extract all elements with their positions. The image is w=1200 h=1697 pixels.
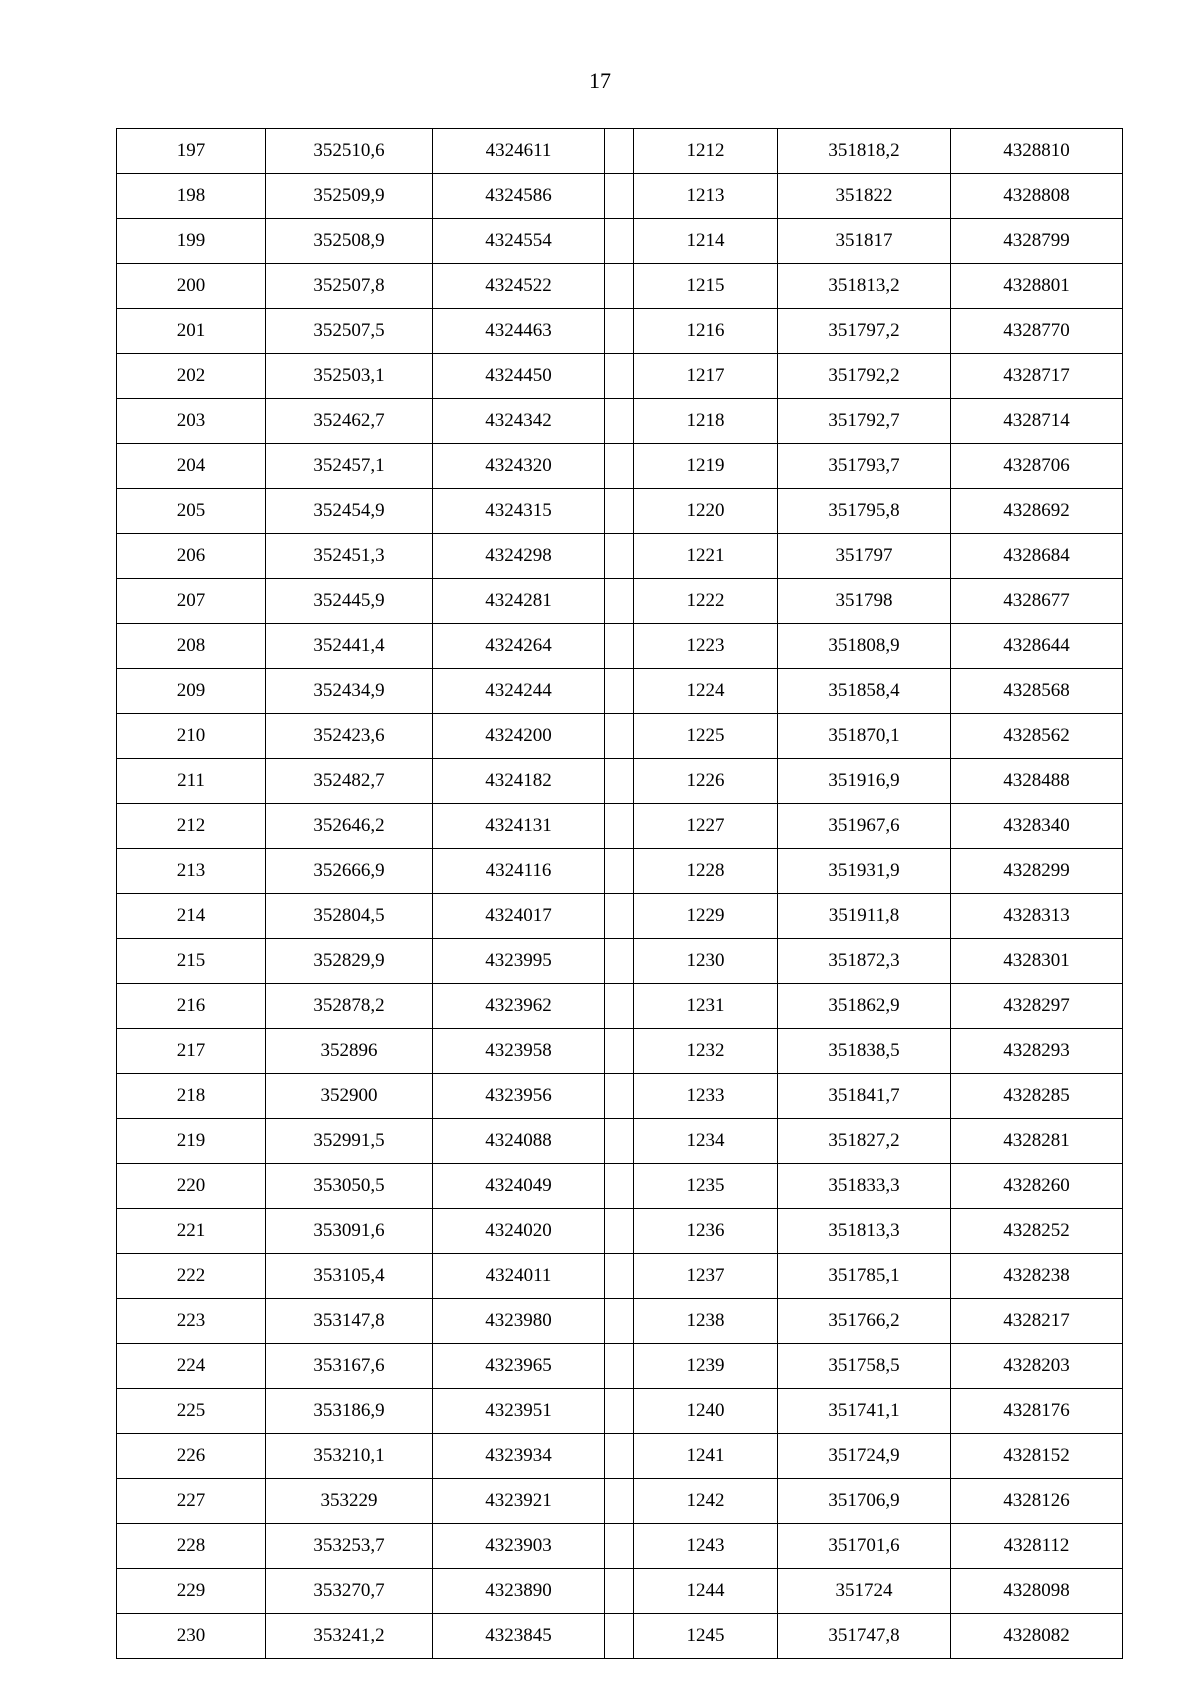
table-row xyxy=(117,219,1123,264)
right-y-coordinate-cell: 4328706 xyxy=(951,444,1123,489)
table-row xyxy=(117,984,1123,1029)
left-y-coordinate-cell: 4323934 xyxy=(433,1434,605,1479)
table-row xyxy=(117,849,1123,894)
right-y-coordinate-cell: 4328082 xyxy=(951,1614,1123,1659)
right-y-coordinate-cell: 4328340 xyxy=(951,804,1123,849)
left-y-coordinate-cell: 4324450 xyxy=(433,354,605,399)
left-y-coordinate-cell: 4324182 xyxy=(433,759,605,804)
right-y-coordinate-cell: 4328562 xyxy=(951,714,1123,759)
left-y-coordinate-cell: 4323845 xyxy=(433,1614,605,1659)
left-x-coordinate-cell: 353050,5 xyxy=(266,1164,433,1209)
column-gap-cell xyxy=(605,1614,634,1659)
column-gap-cell xyxy=(605,984,634,1029)
left-point-number-cell: 203 xyxy=(117,399,266,444)
right-point-number-cell: 1232 xyxy=(634,1029,778,1074)
left-x-coordinate-cell: 353241,2 xyxy=(266,1614,433,1659)
column-gap-cell xyxy=(605,309,634,354)
right-point-number-cell: 1245 xyxy=(634,1614,778,1659)
left-point-number-cell: 225 xyxy=(117,1389,266,1434)
left-point-number-cell: 224 xyxy=(117,1344,266,1389)
right-y-coordinate-cell: 4328098 xyxy=(951,1569,1123,1614)
left-y-coordinate-cell: 4323995 xyxy=(433,939,605,984)
right-x-coordinate-cell: 351706,9 xyxy=(778,1479,951,1524)
left-x-coordinate-cell: 352896 xyxy=(266,1029,433,1074)
right-point-number-cell: 1233 xyxy=(634,1074,778,1119)
left-point-number-cell: 206 xyxy=(117,534,266,579)
right-y-coordinate-cell: 4328677 xyxy=(951,579,1123,624)
right-point-number-cell: 1217 xyxy=(634,354,778,399)
left-x-coordinate-cell: 352804,5 xyxy=(266,894,433,939)
column-gap-cell xyxy=(605,1479,634,1524)
left-x-coordinate-cell: 352423,6 xyxy=(266,714,433,759)
table-row xyxy=(117,624,1123,669)
right-y-coordinate-cell: 4328301 xyxy=(951,939,1123,984)
left-y-coordinate-cell: 4323921 xyxy=(433,1479,605,1524)
left-y-coordinate-cell: 4323890 xyxy=(433,1569,605,1614)
left-y-coordinate-cell: 4324011 xyxy=(433,1254,605,1299)
right-y-coordinate-cell: 4328714 xyxy=(951,399,1123,444)
left-point-number-cell: 213 xyxy=(117,849,266,894)
right-y-coordinate-cell: 4328293 xyxy=(951,1029,1123,1074)
table-row xyxy=(117,1299,1123,1344)
right-x-coordinate-cell: 351827,2 xyxy=(778,1119,951,1164)
right-y-coordinate-cell: 4328112 xyxy=(951,1524,1123,1569)
left-x-coordinate-cell: 352507,8 xyxy=(266,264,433,309)
right-x-coordinate-cell: 351833,3 xyxy=(778,1164,951,1209)
right-x-coordinate-cell: 351813,2 xyxy=(778,264,951,309)
left-point-number-cell: 219 xyxy=(117,1119,266,1164)
left-x-coordinate-cell: 352507,5 xyxy=(266,309,433,354)
left-x-coordinate-cell: 352666,9 xyxy=(266,849,433,894)
left-point-number-cell: 229 xyxy=(117,1569,266,1614)
left-point-number-cell: 218 xyxy=(117,1074,266,1119)
right-x-coordinate-cell: 351862,9 xyxy=(778,984,951,1029)
right-point-number-cell: 1226 xyxy=(634,759,778,804)
table-row xyxy=(117,1344,1123,1389)
right-x-coordinate-cell: 351724,9 xyxy=(778,1434,951,1479)
left-y-coordinate-cell: 4323903 xyxy=(433,1524,605,1569)
left-point-number-cell: 202 xyxy=(117,354,266,399)
right-x-coordinate-cell: 351870,1 xyxy=(778,714,951,759)
right-x-coordinate-cell: 351817 xyxy=(778,219,951,264)
left-y-coordinate-cell: 4324200 xyxy=(433,714,605,759)
right-y-coordinate-cell: 4328799 xyxy=(951,219,1123,264)
left-y-coordinate-cell: 4323956 xyxy=(433,1074,605,1119)
table-row xyxy=(117,309,1123,354)
right-y-coordinate-cell: 4328488 xyxy=(951,759,1123,804)
right-point-number-cell: 1238 xyxy=(634,1299,778,1344)
right-y-coordinate-cell: 4328299 xyxy=(951,849,1123,894)
column-gap-cell xyxy=(605,1029,634,1074)
left-point-number-cell: 226 xyxy=(117,1434,266,1479)
table-row xyxy=(117,759,1123,804)
right-y-coordinate-cell: 4328568 xyxy=(951,669,1123,714)
right-y-coordinate-cell: 4328717 xyxy=(951,354,1123,399)
column-gap-cell xyxy=(605,129,634,174)
right-x-coordinate-cell: 351797,2 xyxy=(778,309,951,354)
left-y-coordinate-cell: 4323962 xyxy=(433,984,605,1029)
left-y-coordinate-cell: 4324264 xyxy=(433,624,605,669)
left-point-number-cell: 197 xyxy=(117,129,266,174)
right-y-coordinate-cell: 4328770 xyxy=(951,309,1123,354)
column-gap-cell xyxy=(605,804,634,849)
table-row xyxy=(117,894,1123,939)
left-point-number-cell: 211 xyxy=(117,759,266,804)
right-point-number-cell: 1220 xyxy=(634,489,778,534)
left-x-coordinate-cell: 353167,6 xyxy=(266,1344,433,1389)
left-x-coordinate-cell: 352510,6 xyxy=(266,129,433,174)
column-gap-cell xyxy=(605,1434,634,1479)
table-row xyxy=(117,669,1123,714)
right-point-number-cell: 1243 xyxy=(634,1524,778,1569)
left-x-coordinate-cell: 352900 xyxy=(266,1074,433,1119)
left-x-coordinate-cell: 352445,9 xyxy=(266,579,433,624)
right-point-number-cell: 1237 xyxy=(634,1254,778,1299)
right-x-coordinate-cell: 351797 xyxy=(778,534,951,579)
right-point-number-cell: 1216 xyxy=(634,309,778,354)
right-point-number-cell: 1229 xyxy=(634,894,778,939)
left-x-coordinate-cell: 352509,9 xyxy=(266,174,433,219)
table-row xyxy=(117,444,1123,489)
left-x-coordinate-cell: 352441,4 xyxy=(266,624,433,669)
left-y-coordinate-cell: 4324320 xyxy=(433,444,605,489)
left-point-number-cell: 228 xyxy=(117,1524,266,1569)
right-y-coordinate-cell: 4328285 xyxy=(951,1074,1123,1119)
left-x-coordinate-cell: 353091,6 xyxy=(266,1209,433,1254)
right-y-coordinate-cell: 4328684 xyxy=(951,534,1123,579)
left-point-number-cell: 212 xyxy=(117,804,266,849)
table-row xyxy=(117,354,1123,399)
right-x-coordinate-cell: 351792,2 xyxy=(778,354,951,399)
right-y-coordinate-cell: 4328126 xyxy=(951,1479,1123,1524)
left-point-number-cell: 208 xyxy=(117,624,266,669)
right-x-coordinate-cell: 351841,7 xyxy=(778,1074,951,1119)
left-x-coordinate-cell: 352451,3 xyxy=(266,534,433,579)
left-y-coordinate-cell: 4324463 xyxy=(433,309,605,354)
left-point-number-cell: 205 xyxy=(117,489,266,534)
left-x-coordinate-cell: 353147,8 xyxy=(266,1299,433,1344)
coordinates-table xyxy=(116,128,1123,1659)
right-x-coordinate-cell: 351838,5 xyxy=(778,1029,951,1074)
left-y-coordinate-cell: 4324244 xyxy=(433,669,605,714)
right-point-number-cell: 1239 xyxy=(634,1344,778,1389)
column-gap-cell xyxy=(605,894,634,939)
table-row xyxy=(117,1389,1123,1434)
left-x-coordinate-cell: 352503,1 xyxy=(266,354,433,399)
right-point-number-cell: 1225 xyxy=(634,714,778,759)
left-point-number-cell: 210 xyxy=(117,714,266,759)
left-point-number-cell: 207 xyxy=(117,579,266,624)
left-point-number-cell: 209 xyxy=(117,669,266,714)
column-gap-cell xyxy=(605,579,634,624)
right-point-number-cell: 1228 xyxy=(634,849,778,894)
right-point-number-cell: 1244 xyxy=(634,1569,778,1614)
left-point-number-cell: 198 xyxy=(117,174,266,219)
left-x-coordinate-cell: 352457,1 xyxy=(266,444,433,489)
right-x-coordinate-cell: 351872,3 xyxy=(778,939,951,984)
table-row xyxy=(117,939,1123,984)
left-x-coordinate-cell: 352829,9 xyxy=(266,939,433,984)
left-y-coordinate-cell: 4323965 xyxy=(433,1344,605,1389)
left-x-coordinate-cell: 353270,7 xyxy=(266,1569,433,1614)
right-point-number-cell: 1213 xyxy=(634,174,778,219)
column-gap-cell xyxy=(605,1299,634,1344)
right-x-coordinate-cell: 351792,7 xyxy=(778,399,951,444)
left-y-coordinate-cell: 4323958 xyxy=(433,1029,605,1074)
right-y-coordinate-cell: 4328808 xyxy=(951,174,1123,219)
left-x-coordinate-cell: 352878,2 xyxy=(266,984,433,1029)
left-x-coordinate-cell: 353253,7 xyxy=(266,1524,433,1569)
left-y-coordinate-cell: 4324020 xyxy=(433,1209,605,1254)
table-row xyxy=(117,1614,1123,1659)
left-point-number-cell: 217 xyxy=(117,1029,266,1074)
left-x-coordinate-cell: 353186,9 xyxy=(266,1389,433,1434)
left-x-coordinate-cell: 353105,4 xyxy=(266,1254,433,1299)
column-gap-cell xyxy=(605,1524,634,1569)
column-gap-cell xyxy=(605,939,634,984)
right-x-coordinate-cell: 351916,9 xyxy=(778,759,951,804)
left-x-coordinate-cell: 352991,5 xyxy=(266,1119,433,1164)
left-x-coordinate-cell: 352434,9 xyxy=(266,669,433,714)
right-point-number-cell: 1223 xyxy=(634,624,778,669)
column-gap-cell xyxy=(605,1119,634,1164)
right-y-coordinate-cell: 4328238 xyxy=(951,1254,1123,1299)
right-point-number-cell: 1222 xyxy=(634,579,778,624)
left-y-coordinate-cell: 4324522 xyxy=(433,264,605,309)
table-row xyxy=(117,804,1123,849)
right-y-coordinate-cell: 4328260 xyxy=(951,1164,1123,1209)
right-y-coordinate-cell: 4328217 xyxy=(951,1299,1123,1344)
table-row xyxy=(117,1434,1123,1479)
right-x-coordinate-cell: 351724 xyxy=(778,1569,951,1614)
left-point-number-cell: 221 xyxy=(117,1209,266,1254)
right-point-number-cell: 1235 xyxy=(634,1164,778,1209)
left-y-coordinate-cell: 4324315 xyxy=(433,489,605,534)
column-gap-cell xyxy=(605,1254,634,1299)
column-gap-cell xyxy=(605,174,634,219)
right-y-coordinate-cell: 4328801 xyxy=(951,264,1123,309)
left-point-number-cell: 200 xyxy=(117,264,266,309)
column-gap-cell xyxy=(605,489,634,534)
table-row xyxy=(117,399,1123,444)
left-y-coordinate-cell: 4324088 xyxy=(433,1119,605,1164)
column-gap-cell xyxy=(605,264,634,309)
left-point-number-cell: 215 xyxy=(117,939,266,984)
right-point-number-cell: 1242 xyxy=(634,1479,778,1524)
table-row xyxy=(117,1524,1123,1569)
right-x-coordinate-cell: 351808,9 xyxy=(778,624,951,669)
right-x-coordinate-cell: 351766,2 xyxy=(778,1299,951,1344)
right-y-coordinate-cell: 4328281 xyxy=(951,1119,1123,1164)
column-gap-cell xyxy=(605,624,634,669)
column-gap-cell xyxy=(605,219,634,264)
column-gap-cell xyxy=(605,1074,634,1119)
right-point-number-cell: 1218 xyxy=(634,399,778,444)
right-x-coordinate-cell: 351785,1 xyxy=(778,1254,951,1299)
column-gap-cell xyxy=(605,534,634,579)
left-point-number-cell: 230 xyxy=(117,1614,266,1659)
right-y-coordinate-cell: 4328152 xyxy=(951,1434,1123,1479)
page-number: 17 xyxy=(589,68,611,93)
table-row xyxy=(117,714,1123,759)
right-y-coordinate-cell: 4328644 xyxy=(951,624,1123,669)
table-row xyxy=(117,579,1123,624)
right-point-number-cell: 1214 xyxy=(634,219,778,264)
right-point-number-cell: 1215 xyxy=(634,264,778,309)
table-row xyxy=(117,534,1123,579)
right-x-coordinate-cell: 351798 xyxy=(778,579,951,624)
left-y-coordinate-cell: 4324131 xyxy=(433,804,605,849)
right-x-coordinate-cell: 351813,3 xyxy=(778,1209,951,1254)
right-x-coordinate-cell: 351701,6 xyxy=(778,1524,951,1569)
left-y-coordinate-cell: 4323980 xyxy=(433,1299,605,1344)
right-point-number-cell: 1212 xyxy=(634,129,778,174)
column-gap-cell xyxy=(605,714,634,759)
right-y-coordinate-cell: 4328692 xyxy=(951,489,1123,534)
column-gap-cell xyxy=(605,849,634,894)
right-point-number-cell: 1221 xyxy=(634,534,778,579)
right-x-coordinate-cell: 351967,6 xyxy=(778,804,951,849)
table-row xyxy=(117,1479,1123,1524)
right-x-coordinate-cell: 351822 xyxy=(778,174,951,219)
right-y-coordinate-cell: 4328203 xyxy=(951,1344,1123,1389)
left-point-number-cell: 216 xyxy=(117,984,266,1029)
table-row xyxy=(117,1164,1123,1209)
left-x-coordinate-cell: 352482,7 xyxy=(266,759,433,804)
table-row xyxy=(117,1209,1123,1254)
left-point-number-cell: 223 xyxy=(117,1299,266,1344)
left-point-number-cell: 204 xyxy=(117,444,266,489)
left-y-coordinate-cell: 4324017 xyxy=(433,894,605,939)
table-row xyxy=(117,1029,1123,1074)
right-point-number-cell: 1230 xyxy=(634,939,778,984)
left-y-coordinate-cell: 4324586 xyxy=(433,174,605,219)
table-row xyxy=(117,1074,1123,1119)
table-row xyxy=(117,1254,1123,1299)
right-x-coordinate-cell: 351793,7 xyxy=(778,444,951,489)
left-x-coordinate-cell: 353210,1 xyxy=(266,1434,433,1479)
left-point-number-cell: 201 xyxy=(117,309,266,354)
right-x-coordinate-cell: 351858,4 xyxy=(778,669,951,714)
right-point-number-cell: 1231 xyxy=(634,984,778,1029)
right-x-coordinate-cell: 351741,1 xyxy=(778,1389,951,1434)
column-gap-cell xyxy=(605,1344,634,1389)
table-row xyxy=(117,174,1123,219)
right-point-number-cell: 1234 xyxy=(634,1119,778,1164)
left-point-number-cell: 222 xyxy=(117,1254,266,1299)
right-x-coordinate-cell: 351747,8 xyxy=(778,1614,951,1659)
column-gap-cell xyxy=(605,1164,634,1209)
right-x-coordinate-cell: 351818,2 xyxy=(778,129,951,174)
right-point-number-cell: 1240 xyxy=(634,1389,778,1434)
right-point-number-cell: 1224 xyxy=(634,669,778,714)
left-x-coordinate-cell: 352646,2 xyxy=(266,804,433,849)
column-gap-cell xyxy=(605,759,634,804)
table-row xyxy=(117,264,1123,309)
left-x-coordinate-cell: 352462,7 xyxy=(266,399,433,444)
right-point-number-cell: 1236 xyxy=(634,1209,778,1254)
right-y-coordinate-cell: 4328176 xyxy=(951,1389,1123,1434)
left-y-coordinate-cell: 4324298 xyxy=(433,534,605,579)
column-gap-cell xyxy=(605,1569,634,1614)
left-y-coordinate-cell: 4324116 xyxy=(433,849,605,894)
right-x-coordinate-cell: 351758,5 xyxy=(778,1344,951,1389)
left-y-coordinate-cell: 4323951 xyxy=(433,1389,605,1434)
left-point-number-cell: 199 xyxy=(117,219,266,264)
left-x-coordinate-cell: 353229 xyxy=(266,1479,433,1524)
column-gap-cell xyxy=(605,444,634,489)
table-row xyxy=(117,1119,1123,1164)
column-gap-cell xyxy=(605,1209,634,1254)
right-x-coordinate-cell: 351795,8 xyxy=(778,489,951,534)
right-x-coordinate-cell: 351931,9 xyxy=(778,849,951,894)
coordinates-table-body xyxy=(117,129,1123,1659)
left-y-coordinate-cell: 4324049 xyxy=(433,1164,605,1209)
column-gap-cell xyxy=(605,354,634,399)
right-x-coordinate-cell: 351911,8 xyxy=(778,894,951,939)
table-row xyxy=(117,489,1123,534)
right-point-number-cell: 1241 xyxy=(634,1434,778,1479)
left-y-coordinate-cell: 4324554 xyxy=(433,219,605,264)
right-y-coordinate-cell: 4328297 xyxy=(951,984,1123,1029)
left-x-coordinate-cell: 352508,9 xyxy=(266,219,433,264)
left-y-coordinate-cell: 4324342 xyxy=(433,399,605,444)
column-gap-cell xyxy=(605,1389,634,1434)
left-point-number-cell: 220 xyxy=(117,1164,266,1209)
left-point-number-cell: 227 xyxy=(117,1479,266,1524)
column-gap-cell xyxy=(605,669,634,714)
left-point-number-cell: 214 xyxy=(117,894,266,939)
column-gap-cell xyxy=(605,399,634,444)
right-y-coordinate-cell: 4328313 xyxy=(951,894,1123,939)
left-x-coordinate-cell: 352454,9 xyxy=(266,489,433,534)
right-point-number-cell: 1227 xyxy=(634,804,778,849)
left-y-coordinate-cell: 4324281 xyxy=(433,579,605,624)
right-point-number-cell: 1219 xyxy=(634,444,778,489)
table-row xyxy=(117,129,1123,174)
table-row xyxy=(117,1569,1123,1614)
left-y-coordinate-cell: 4324611 xyxy=(433,129,605,174)
right-y-coordinate-cell: 4328252 xyxy=(951,1209,1123,1254)
right-y-coordinate-cell: 4328810 xyxy=(951,129,1123,174)
